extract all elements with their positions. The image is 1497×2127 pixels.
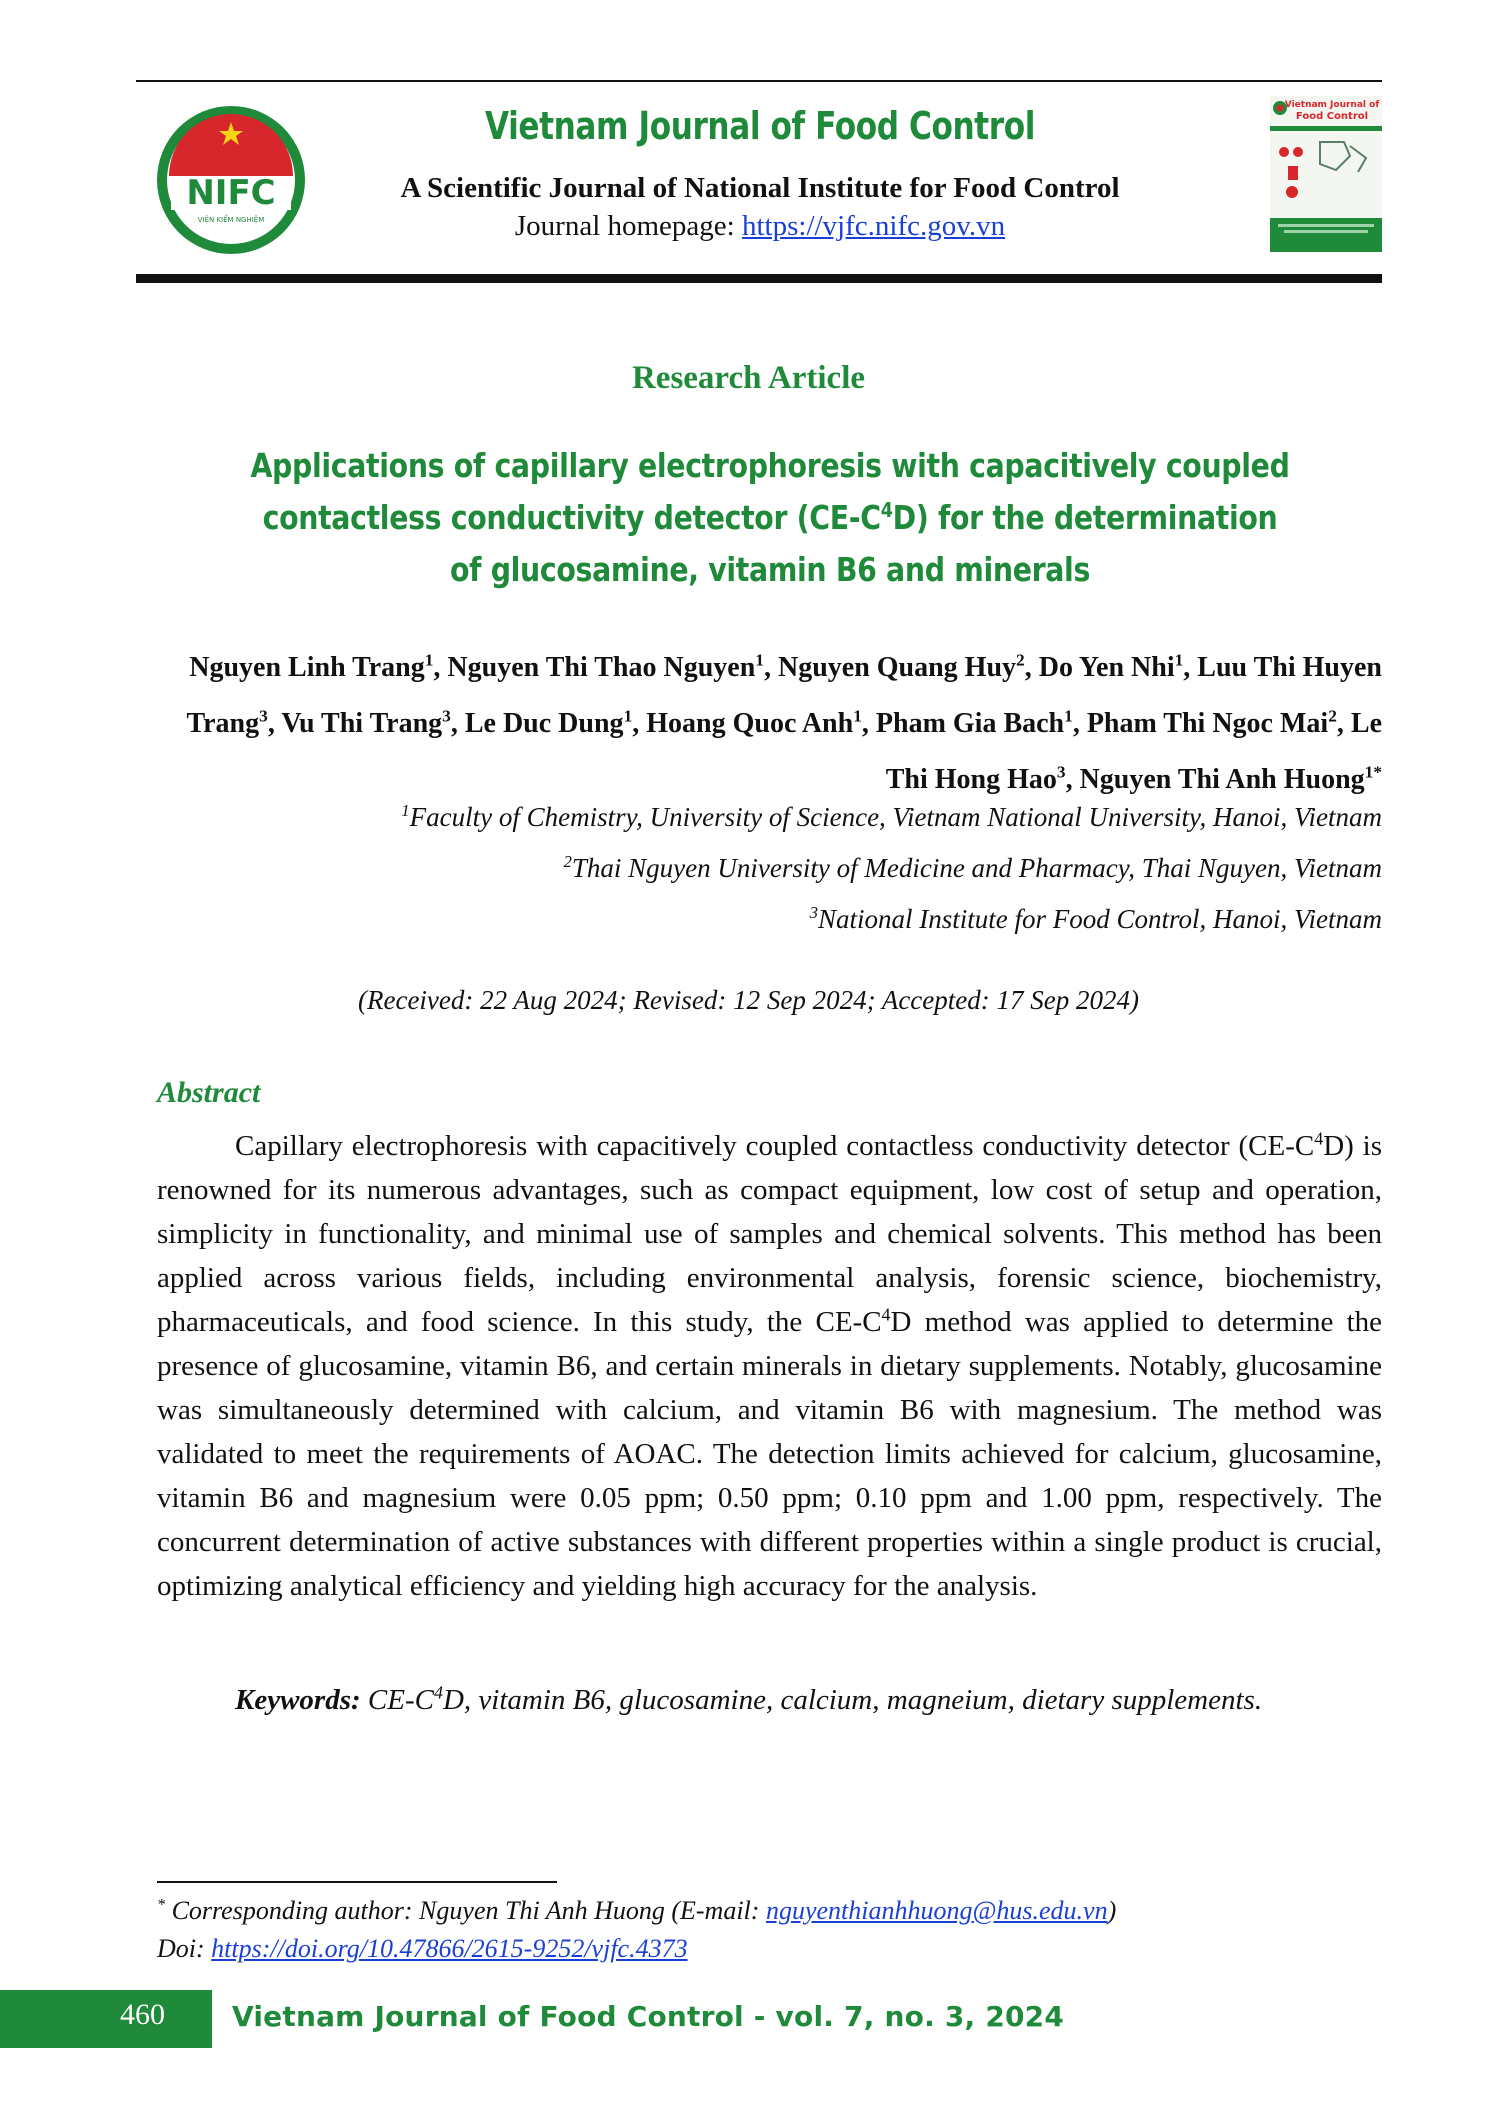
footnote-corresponding: * Corresponding author: Nguyen Thi Anh Huong (E-mail: nguyenthianhhuong@hus.edu.vn) <box>157 1896 1117 1925</box>
footer-journal-issue: Vietnam Journal of Food Control - vol. 7, no. 3, 2024 <box>232 2000 1065 2033</box>
abstract-heading: Abstract <box>157 1076 261 1109</box>
author: Nguyen Thi Thao Nguyen$^1$ <box>447 650 764 683</box>
affiliation: $^3$National Institute for Food Control, Hanoi, Vietnam <box>809 903 1382 934</box>
author: Le Duc Dung$^1$ <box>464 706 633 739</box>
title-part-1: Applications of capillary electrophoresis with capacitively coupled contactless conductivity detector (CE-C <box>250 446 1290 537</box>
author: Pham Gia Bach$^1$ <box>875 706 1073 739</box>
email-link[interactable]: nguyenthianhhuong@hus.edu.vn <box>765 1896 1108 1925</box>
article-title <box>160 440 1380 596</box>
journal-subtitle: A Scientific Journal of National Institute for Food Control <box>400 172 1120 204</box>
journal-homepage <box>330 210 1190 243</box>
abstract-body: Capillary electrophoresis with capacitively coupled contactless conductivity detector $(CE-C^4D)$ is renowned for its numerous advantages, such as compact equipment, low cost of setup and operation, simplicity in functionality, and minimal use of samples and chemical solvents. This method has been applied across various fields, including environmental analysis, forensic science, biochemistry, pharmaceuticals, and food science. In this study, the $CE-C^4D$ method was applied to determine the presence of glucosamine, vitamin B6, and certain minerals in dietary supplements. Notably, glucosamine was simultaneously determined with calcium, and vitamin B6 with magnesium. The method was validated to meet the requirements of AOAC. The detection limits achieved for calcium, glucosamine, vitamin B6 and magnesium were 0.05 ppm; 0.50 ppm; 0.10 ppm and 1.00 ppm, respectively. The concurrent determination of active substances with different properties within a single product is crucial, optimizing analytical efficiency and yielding high accuracy for the analysis. <box>157 1128 1383 1602</box>
doi-link[interactable]: https://doi.org/10.47866/2615-9252/vjfc.4373 <box>211 1934 688 1963</box>
footer-page-box <box>0 1990 212 2048</box>
author-list: Nguyen Linh Trang$^1$, Nguyen Thi Thao Nguyen$^1$, Nguyen Quang Huy$^2$, Do Yen Nhi$^1$, Luu Thi Huyen Trang$^3$, Vu Thi Trang$^3$, Le Duc Dung$^1$, Hoang Quoc Anh$^1$, Pham Gia Bach$^1$, Pham Thi Ngoc Mai$^2$, Le Thi Hong Hao$^3$, Nguyen Thi Anh Huong$^{1*}$ <box>186 650 1382 795</box>
author: Do Yen Nhi$^1$ <box>1038 650 1184 683</box>
page-number: 460 <box>120 1998 165 2031</box>
author: Nguyen Thi Anh Huong$^{1*}$ <box>1079 762 1382 795</box>
logo-ring-text: VIỆN KIỂM NGHIỆM <box>197 216 265 224</box>
header-bottom-rule <box>136 274 1382 283</box>
homepage-label: Journal homepage: <box>514 210 735 242</box>
journal-cover-thumbnail <box>1270 96 1382 252</box>
footnote-doi: Doi: https://doi.org/10.47866/2615-9252/vjfc.4373 <box>157 1934 688 1963</box>
affiliation: $^2$Thai Nguyen University of Medicine and Pharmacy, Thai Nguyen, Vietnam <box>563 852 1382 883</box>
affiliation: $^1$Faculty of Chemistry, University of Science, Vietnam National University, Hanoi, Vietnam <box>401 801 1382 832</box>
cover-title-line2: Food Control <box>1295 111 1369 122</box>
affiliation-list <box>140 792 1382 945</box>
logo-text: NIFC <box>186 173 276 213</box>
header-top-rule <box>136 80 1382 82</box>
title-superscript: 4 <box>880 498 893 522</box>
author: Nguyen Quang Huy$^2$ <box>777 650 1025 683</box>
author: Nguyen Linh Trang$^1$ <box>189 650 434 683</box>
author: Le Thi Hong Hao$^3$ <box>885 708 1382 795</box>
title-part-2: D) for the determination of glucosamine, vitamin B6 and minerals <box>449 498 1278 589</box>
article-dates: (Received: 22 Aug 2024; Revised: 12 Sep 2024; Accepted: 17 Sep 2024) <box>358 985 1139 1015</box>
footnote-rule <box>157 1881 557 1883</box>
article-type: Research Article <box>631 360 866 396</box>
author: Hoang Quoc Anh$^1$ <box>646 706 862 739</box>
nifc-logo <box>155 104 307 256</box>
author: Vu Thi Trang$^3$ <box>281 706 451 739</box>
cover-title-line1: Vietnam Journal of <box>1284 100 1380 110</box>
keywords: Keywords: $CE-C^4D$, vitamin B6, glucosamine, calcium, magneium, dietary supplements. <box>235 1682 1263 1716</box>
author: Pham Thi Ngoc Mai$^2$ <box>1086 706 1337 739</box>
journal-title: Vietnam Journal of Food Control <box>484 104 1035 148</box>
keywords-label: Keywords: <box>235 1684 361 1716</box>
author: Luu Thi Huyen Trang$^3$ <box>186 652 1382 739</box>
homepage-link[interactable]: https://vjfc.nifc.gov.vn <box>741 210 1006 242</box>
